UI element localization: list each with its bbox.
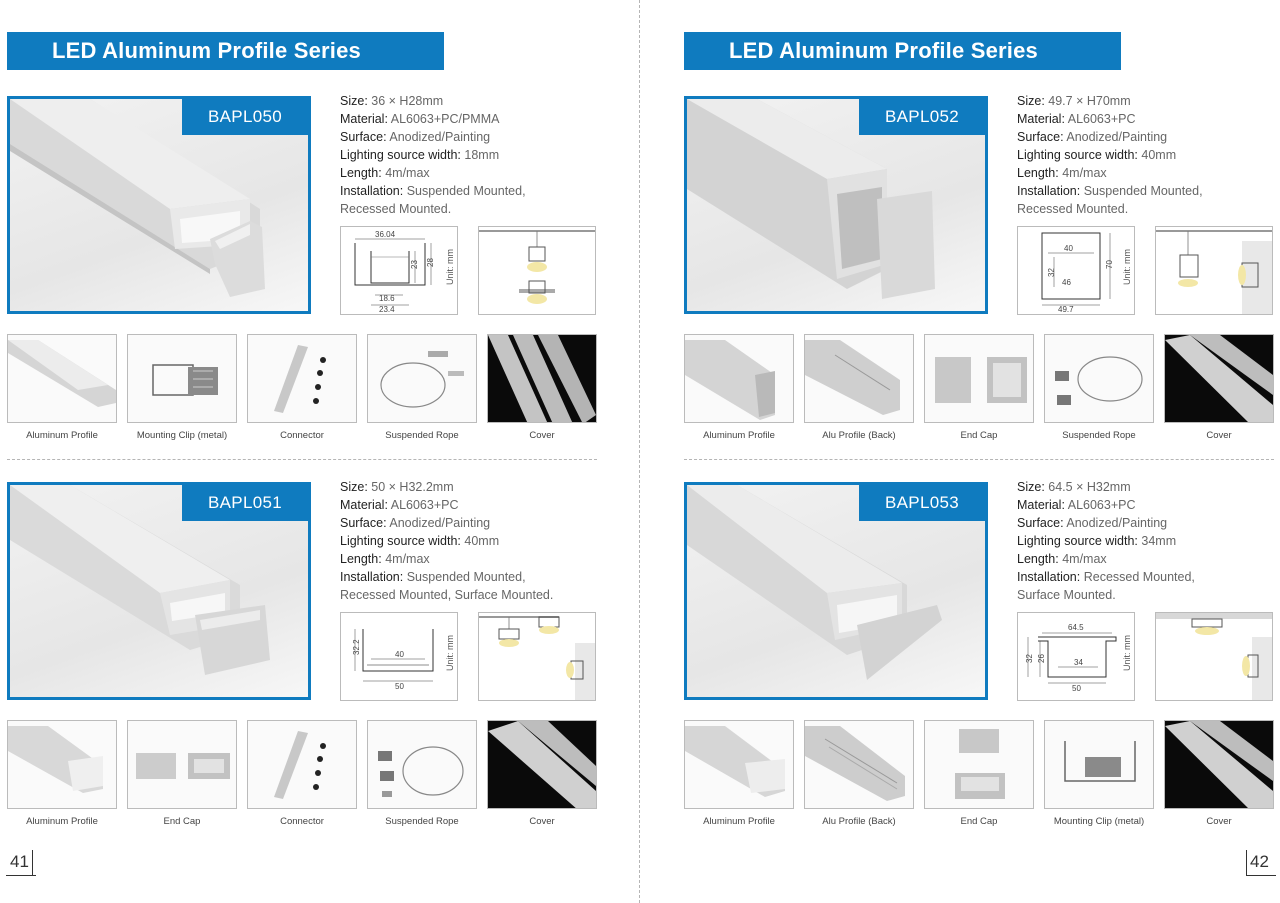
spec-length: Length: 4m/max bbox=[340, 166, 430, 180]
thumb-suspended-rope bbox=[1044, 334, 1154, 423]
spec-installation: Installation: Suspended Mounted, bbox=[1017, 184, 1203, 198]
thumb-caption: Suspended Rope bbox=[385, 816, 459, 827]
page-number: 41 bbox=[10, 852, 29, 871]
dim-label: 40 bbox=[1064, 244, 1073, 253]
spec-lighting-width: Lighting source width: 40mm bbox=[1017, 148, 1177, 162]
thumb-caption: Mounting Clip (metal) bbox=[136, 430, 228, 441]
installation-drawing bbox=[1155, 226, 1273, 315]
thumb-caption: Suspended Rope bbox=[385, 430, 459, 441]
spec-length: Length: 4m/max bbox=[340, 552, 430, 566]
dim-label: 46 bbox=[1062, 278, 1071, 287]
dim-label: 28 bbox=[426, 258, 435, 267]
thumb-caption: End Cap bbox=[960, 816, 998, 827]
dim-label: 50 bbox=[395, 682, 404, 691]
page-number-mark bbox=[32, 850, 33, 876]
thumb-alu-profile-back bbox=[804, 720, 914, 809]
spec-installation: Installation: Suspended Mounted, bbox=[340, 184, 526, 198]
spec-surface: Surface: Anodized/Painting bbox=[340, 130, 491, 144]
thumb-cover bbox=[487, 334, 597, 423]
thumb-caption: Connector bbox=[280, 430, 324, 441]
installation-drawing bbox=[478, 612, 596, 701]
thumb-caption: End Cap bbox=[960, 430, 998, 441]
spec-installation-cont: Recessed Mounted. bbox=[1017, 202, 1129, 216]
series-banner: LED Aluminum Profile Series bbox=[7, 32, 444, 70]
spec-lighting-width: Lighting source width: 40mm bbox=[340, 534, 500, 548]
page-number: 42 bbox=[1250, 852, 1269, 871]
product-bapl051 bbox=[0, 482, 640, 862]
thumb-caption: Suspended Rope bbox=[1062, 430, 1136, 441]
spec-length: Length: 4m/max bbox=[1017, 166, 1107, 180]
spec-material: Material: AL6063+PC bbox=[1017, 112, 1136, 126]
page-number-baseline bbox=[1246, 875, 1276, 876]
dim-label: 36.04 bbox=[375, 230, 396, 239]
cross-section-drawing bbox=[1017, 612, 1135, 701]
spec-material: Material: AL6063+PC bbox=[1017, 498, 1136, 512]
thumb-caption: Cover bbox=[1206, 430, 1232, 441]
thumb-caption: Mounting Clip (metal) bbox=[1053, 816, 1145, 827]
unit-label: Unit: mm bbox=[1122, 635, 1132, 671]
dim-label: 40 bbox=[395, 650, 404, 659]
model-tag: BAPL053 bbox=[859, 485, 985, 521]
thumb-caption: Aluminum Profile bbox=[703, 430, 775, 441]
section-separator bbox=[7, 459, 597, 460]
series-banner: LED Aluminum Profile Series bbox=[684, 32, 1121, 70]
thumb-caption: Cover bbox=[1206, 816, 1232, 827]
spec-installation: Installation: Recessed Mounted, bbox=[1017, 570, 1195, 584]
dim-label: 23 bbox=[410, 260, 419, 269]
dim-label: 64.5 bbox=[1068, 623, 1084, 632]
thumb-caption: Alu Profile (Back) bbox=[822, 430, 896, 441]
model-tag: BAPL052 bbox=[859, 99, 985, 135]
spec-length: Length: 4m/max bbox=[1017, 552, 1107, 566]
spec-installation-cont: Recessed Mounted, Surface Mounted. bbox=[340, 588, 554, 602]
thumb-aluminum-profile bbox=[7, 720, 117, 809]
page-right bbox=[640, 0, 1280, 903]
thumb-end-cap bbox=[127, 720, 237, 809]
thumb-cover bbox=[1164, 334, 1274, 423]
model-tag: BAPL051 bbox=[182, 485, 308, 521]
spec-list bbox=[1017, 478, 1280, 604]
section-separator bbox=[684, 459, 1274, 460]
spec-material: Material: AL6063+PC/PMMA bbox=[340, 112, 500, 126]
product-bapl050 bbox=[0, 96, 640, 476]
spec-installation-cont: Surface Mounted. bbox=[1017, 588, 1116, 602]
spec-surface: Surface: Anodized/Painting bbox=[340, 516, 491, 530]
thumb-caption: Alu Profile (Back) bbox=[822, 816, 896, 827]
dim-label: 32.2 bbox=[352, 639, 361, 655]
thumb-cover bbox=[487, 720, 597, 809]
spec-surface: Surface: Anodized/Painting bbox=[1017, 130, 1168, 144]
thumb-suspended-rope bbox=[367, 334, 477, 423]
thumb-caption: Cover bbox=[529, 816, 555, 827]
installation-drawing bbox=[1155, 612, 1273, 701]
cross-section-drawing bbox=[1017, 226, 1135, 315]
spec-list bbox=[340, 92, 630, 218]
dim-label: 26 bbox=[1037, 654, 1046, 663]
spec-size: Size: 36 × H28mm bbox=[340, 94, 444, 108]
product-hero-image bbox=[7, 482, 311, 700]
thumb-alu-profile-back bbox=[804, 334, 914, 423]
spec-lighting-width: Lighting source width: 34mm bbox=[1017, 534, 1177, 548]
thumb-aluminum-profile bbox=[684, 334, 794, 423]
dim-label: 49.7 bbox=[1058, 305, 1074, 314]
thumb-caption: Aluminum Profile bbox=[26, 816, 98, 827]
product-hero-image bbox=[7, 96, 311, 314]
dim-label: 70 bbox=[1105, 260, 1114, 269]
page-number-mark bbox=[1246, 850, 1247, 876]
unit-label: Unit: mm bbox=[445, 249, 455, 285]
product-bapl052 bbox=[677, 96, 1280, 476]
spec-list bbox=[1017, 92, 1280, 218]
thumb-connector bbox=[247, 720, 357, 809]
dim-label: 32 bbox=[1047, 268, 1056, 277]
dim-label: 34 bbox=[1074, 658, 1083, 667]
spec-list bbox=[340, 478, 630, 604]
thumb-caption: Cover bbox=[529, 430, 555, 441]
model-tag: BAPL050 bbox=[182, 99, 308, 135]
thumb-suspended-rope bbox=[367, 720, 477, 809]
thumb-end-cap bbox=[924, 720, 1034, 809]
thumb-cover bbox=[1164, 720, 1274, 809]
page-number-baseline bbox=[6, 875, 36, 876]
unit-label: Unit: mm bbox=[1122, 249, 1132, 285]
spec-installation: Installation: Suspended Mounted, bbox=[340, 570, 526, 584]
thumb-mounting-clip bbox=[1044, 720, 1154, 809]
spec-surface: Surface: Anodized/Painting bbox=[1017, 516, 1168, 530]
unit-label: Unit: mm bbox=[445, 635, 455, 671]
dim-label: 23.4 bbox=[379, 305, 395, 314]
thumb-caption: Aluminum Profile bbox=[26, 430, 98, 441]
thumb-connector bbox=[247, 334, 357, 423]
dim-label: 50 bbox=[1072, 684, 1081, 693]
cross-section-drawing bbox=[340, 226, 458, 315]
spec-size: Size: 50 × H32.2mm bbox=[340, 480, 454, 494]
product-hero-image bbox=[684, 482, 988, 700]
thumb-aluminum-profile bbox=[7, 334, 117, 423]
thumb-aluminum-profile bbox=[684, 720, 794, 809]
product-bapl053 bbox=[677, 482, 1280, 862]
product-hero-image bbox=[684, 96, 988, 314]
spec-lighting-width: Lighting source width: 18mm bbox=[340, 148, 500, 162]
thumb-caption: End Cap bbox=[163, 816, 201, 827]
thumb-mounting-clip bbox=[127, 334, 237, 423]
thumb-end-cap bbox=[924, 334, 1034, 423]
thumb-caption: Connector bbox=[280, 816, 324, 827]
installation-drawing bbox=[478, 226, 596, 315]
dim-label: 18.6 bbox=[379, 294, 395, 303]
spec-size: Size: 64.5 × H32mm bbox=[1017, 480, 1131, 494]
thumb-caption: Aluminum Profile bbox=[703, 816, 775, 827]
spec-size: Size: 49.7 × H70mm bbox=[1017, 94, 1131, 108]
dim-label: 32 bbox=[1025, 654, 1034, 663]
spec-installation-cont: Recessed Mounted. bbox=[340, 202, 452, 216]
cross-section-drawing bbox=[340, 612, 458, 701]
spec-material: Material: AL6063+PC bbox=[340, 498, 459, 512]
